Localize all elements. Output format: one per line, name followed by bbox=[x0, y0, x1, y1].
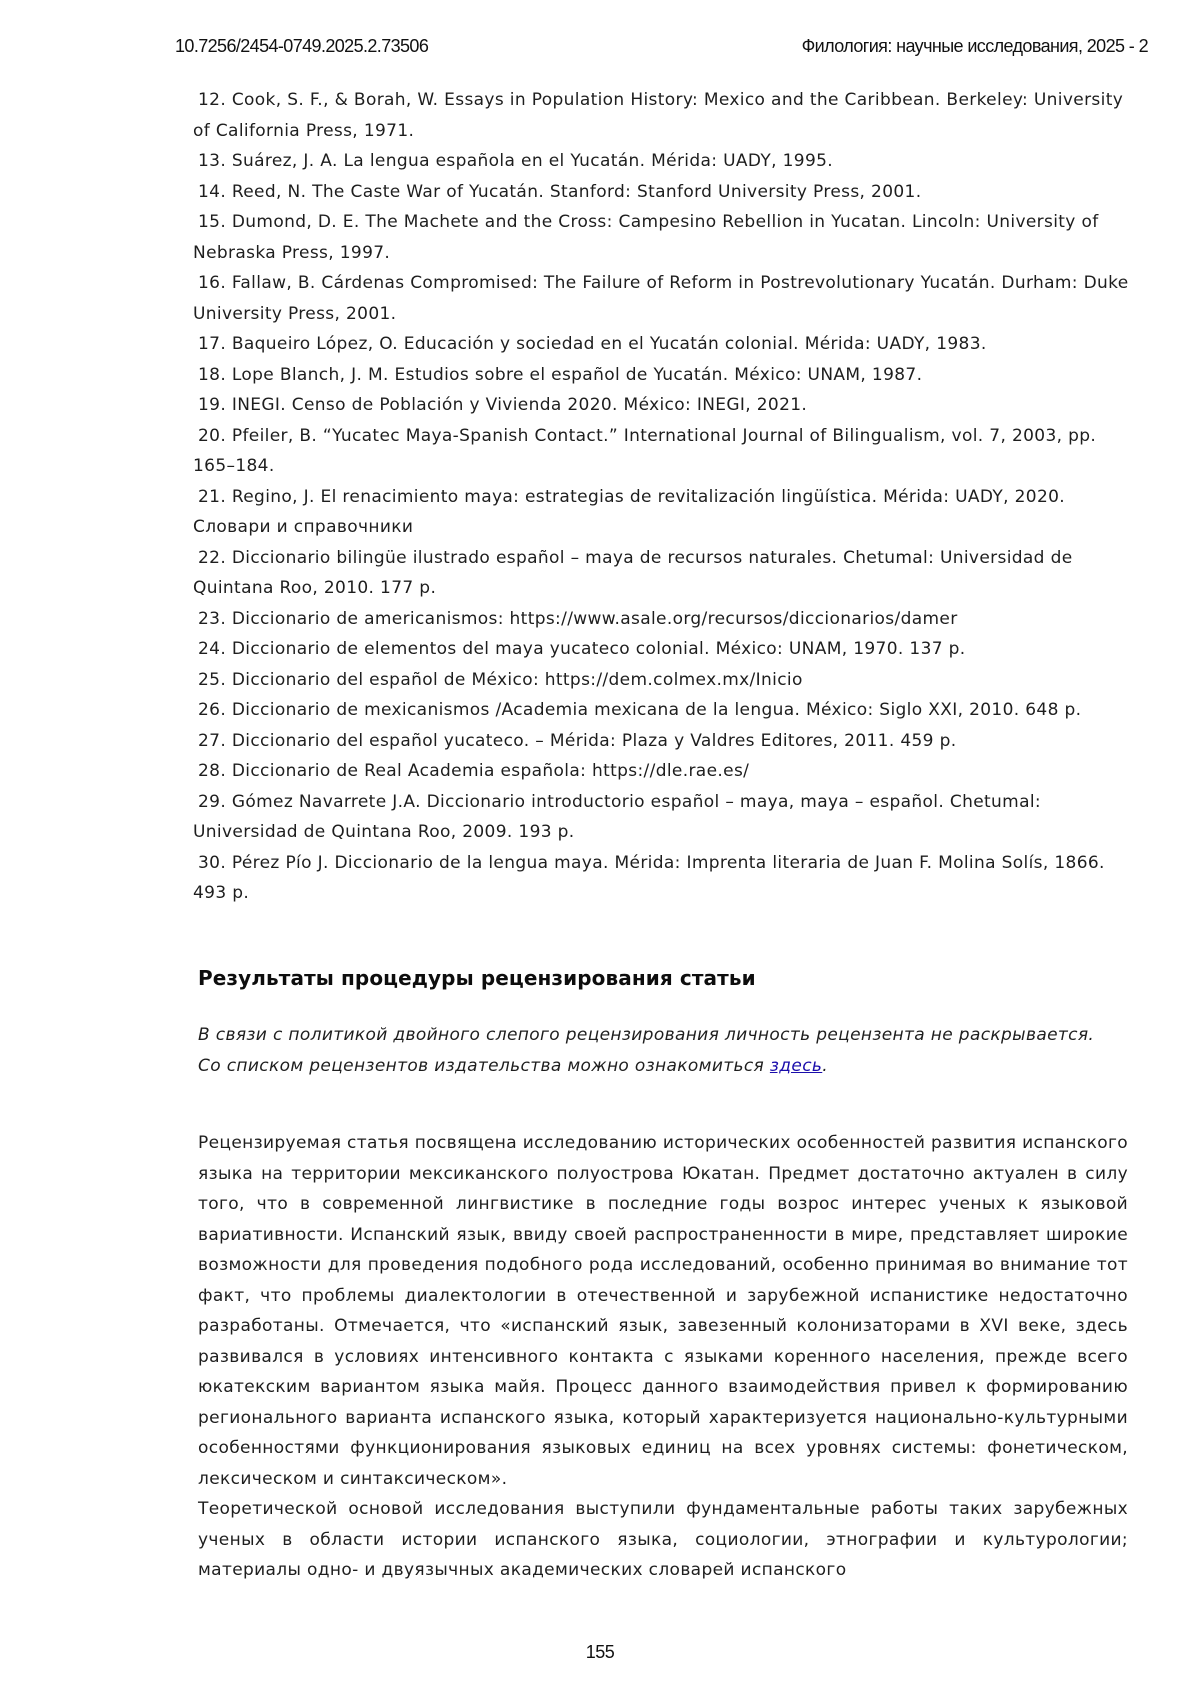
reference-item: 28. Diccionario de Real Academia española: https://dle.rae.es/ bbox=[198, 761, 750, 781]
reviewer-list-text: Со списком рецензентов издательства можно ознакомиться bbox=[198, 1055, 770, 1076]
reference-item: 25. Diccionario del español de México: https://dem.colmex.mx/Inicio bbox=[198, 669, 803, 690]
reviewers-link[interactable]: здесь bbox=[769, 1055, 823, 1076]
reference-item: 13. Suárez, J. A. La lengua española en el Yucatán. Mérida: UADY, 1995. bbox=[198, 151, 834, 171]
reference-list bbox=[193, 85, 1133, 909]
reference-item: 27. Diccionario del español yucateco. – Mérida: Plaza y Valdres Editores, 2011. 459 p. bbox=[198, 730, 957, 751]
reference-item: 30. Pérez Pío J. Diccionario de la lengua maya. Mérida: Imprenta literaria de Juan F. Molina Solís, 1866. 493 p. bbox=[193, 852, 1105, 903]
reference-item: 20. Pfeiler, B. “Yucatec Maya-Spanish Contact.” International Journal of Bilingualism, vol. 7, 2003, pp. 165–184. bbox=[193, 425, 1097, 476]
reference-item: 24. Diccionario de elementos del maya yucateco colonial. México: UNAM, 1970. 137 p. bbox=[198, 639, 966, 659]
reviewer-list-statement bbox=[198, 1051, 1128, 1082]
reference-item: 14. Reed, N. The Caste War of Yucatán. Stanford: Stanford University Press, 2001. bbox=[198, 181, 922, 202]
reference-item: 12. Cook, S. F., & Borah, W. Essays in Population History: Mexico and the Caribbean. Berkeley: University of California Press, 1971. bbox=[193, 90, 1124, 141]
reference-item: 29. Gómez Navarrete J.A. Diccionario introductorio español – maya, maya – español. Chetumal: Universidad de Quintana Roo, 2009. 193 p. bbox=[193, 791, 1041, 842]
page-number: 155 bbox=[585, 1642, 615, 1662]
reference-item: 21. Regino, J. El renacimiento maya: estrategias de revitalización lingüística. Mérida: UADY, 2020. Словари и справочники bbox=[193, 486, 1066, 537]
reference-item: 18. Lope Blanch, J. M. Estudios sobre el español de Yucatán. México: UNAM, 1987. bbox=[198, 364, 923, 385]
reviewer-list-suffix: . bbox=[822, 1055, 829, 1076]
reference-item: 26. Diccionario de mexicanismos /Academia mexicana de la lengua. México: Siglo XXI, 2010. 648 p. bbox=[198, 700, 1082, 720]
review-paragraph: Рецензируемая статья посвящена исследованию исторических особенностей развития испанского языка на территории мексиканского полуострова Юкатан. Предмет достаточно актуален в силу того, что в современной лингвистике в последние годы возрос интерес ученых к языковой вариативности. Испанский язык, ввиду своей распространенности в мире, представляет широкие возможности для проведения подобного рода исследований, особенно принимая во внимание тот факт, что проблемы диалектологии в отечественной и зарубежной испанистике недостаточно разработаны. Отмечается, что «испанский язык, завезенный колонизаторами в XVI веке, здесь развивался в условиях интенсивного контакта с языками коренного населения, прежде всего юкатекским вариантом языка майя. Процесс данного взаимодействия привел к формированию регионального варианта испанского языка, который характеризуется национально-культурными особенностями функционирования языковых единиц на всех уровнях системы: фонетическом, лексическом и синтаксическом». bbox=[198, 1133, 1128, 1489]
review-text bbox=[198, 1128, 1128, 1586]
reference-item: 16. Fallaw, B. Cárdenas Compromised: The Failure of Reform in Postrevolutionary Yucatán. Durham: Duke University Press, 2001. bbox=[193, 273, 1129, 324]
review-paragraph: Теоретической основой исследования выступили фундаментальные работы таких зарубежных ученых в области истории испанского языка, социологии, этнографии и культурологии; материалы одно- и двуязычных академических словарей испанского bbox=[198, 1499, 1128, 1580]
reference-item: 22. Diccionario bilingüe ilustrado español – maya de recursos naturales. Chetumal: Universidad de Quintana Roo, 2010. 177 p. bbox=[193, 547, 1073, 598]
journal-title: Филология: научные исследования, 2025 - 2 bbox=[801, 36, 1148, 56]
review-policy-note bbox=[198, 1020, 1128, 1081]
reference-item: 17. Baqueiro López, O. Educación y sociedad en el Yucatán colonial. Mérida: UADY, 1983. bbox=[198, 334, 987, 354]
blind-review-statement: В связи с политикой двойного слепого рецензирования личность рецензента не раскрывается. bbox=[198, 1025, 1095, 1045]
review-section-heading: Результаты процедуры рецензирования статьи bbox=[198, 966, 756, 990]
doi-label: 10.7256/2454-0749.2025.2.73506 bbox=[175, 36, 429, 56]
running-header bbox=[175, 36, 1148, 60]
reference-item: 15. Dumond, D. E. The Machete and the Cross: Campesino Rebellion in Yucatan. Lincoln: University of Nebraska Press, 1997. bbox=[193, 212, 1099, 263]
reference-item: 19. INEGI. Censo de Población y Vivienda 2020. México: INEGI, 2021. bbox=[198, 395, 808, 415]
reference-item: 23. Diccionario de americanismos: https://www.asale.org/recursos/diccionarios/damer bbox=[198, 608, 958, 629]
